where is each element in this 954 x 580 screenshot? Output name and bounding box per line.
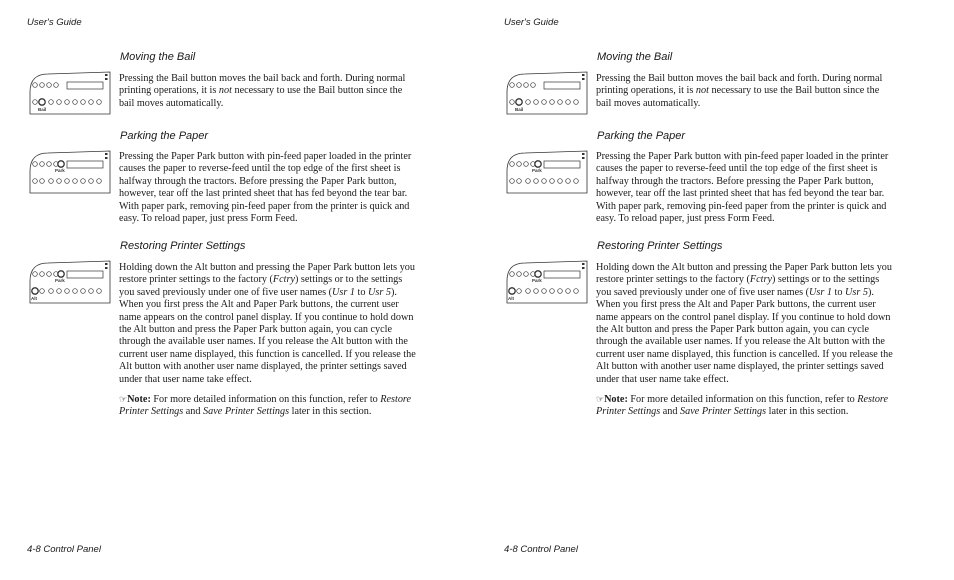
panel-button [73, 100, 78, 105]
paragraph-line: Pressing the Bail button moves the bail back and forth. During normal [119, 73, 406, 84]
panel-indicator [105, 267, 108, 269]
panel-button [49, 100, 54, 105]
paragraph-line: you saved previously under one of five user names (Usr 1 to Usr 5). [119, 286, 397, 298]
paragraph-line: under that user name take effect. [119, 373, 252, 385]
panel-button [566, 100, 571, 105]
panel-button [550, 179, 555, 184]
panel-indicator [105, 74, 108, 76]
panel-display [544, 82, 580, 89]
panel-button [517, 272, 522, 277]
right-page [477, 0, 954, 580]
panel-button [542, 179, 547, 184]
panel-button [510, 162, 515, 167]
paragraph-line: name appears on the control panel display. If you continue to hold down [596, 311, 891, 323]
note-paragraph [119, 393, 429, 419]
panel-button [81, 289, 86, 294]
paragraph-line: you saved previously under one of five user names (Usr 1 to Usr 5). [596, 286, 874, 298]
panel-button [542, 100, 547, 105]
panel-outline [30, 151, 110, 193]
heading-parking-the-paper: Parking the Paper [120, 130, 209, 142]
panel-button [33, 272, 38, 277]
paragraph-line: however, tear off the last printed sheet that has fed beyond the tear bar. [596, 188, 885, 200]
panel-button [517, 162, 522, 167]
panel-outline [507, 151, 587, 193]
panel-button [89, 100, 94, 105]
panel-button [516, 99, 522, 105]
panel-display [67, 161, 103, 168]
panel-button [81, 179, 86, 184]
paragraph-line: Pressing the Bail button moves the bail back and forth. During normal [596, 73, 883, 84]
panel-button [57, 289, 62, 294]
paragraph-moving-the-bail [596, 73, 906, 110]
note-paragraph [596, 393, 906, 419]
panel-button [89, 179, 94, 184]
printer-panel-icon [28, 70, 112, 118]
paragraph-restoring-printer-settings [119, 262, 429, 386]
panel-button [39, 99, 45, 105]
panel-button [574, 100, 579, 105]
panel-button [526, 100, 531, 105]
panel-button [40, 289, 45, 294]
panel-button [89, 289, 94, 294]
panel-button [566, 179, 571, 184]
panel-button [526, 289, 531, 294]
paragraph-line: easy. To reload paper, just press Form Feed. [119, 213, 298, 225]
paragraph-line: name appears on the control panel display. If you continue to hold down [119, 311, 414, 323]
panel-button [526, 179, 531, 184]
panel-display [67, 271, 103, 278]
panel-label-park: Park [532, 168, 542, 173]
paragraph-line: bail moves automatically. [119, 97, 224, 109]
panel-button [510, 179, 515, 184]
note-label: Note: [127, 394, 151, 405]
control-panel-illustration [28, 259, 112, 307]
panel-button [542, 289, 547, 294]
panel-indicator [582, 78, 585, 80]
page-footer: 4-8 Control Panel [27, 544, 101, 555]
panel-button [558, 179, 563, 184]
panel-button [550, 289, 555, 294]
park-button-highlight [58, 271, 64, 277]
control-panel-illustration [28, 70, 112, 118]
panel-indicator [582, 74, 585, 76]
panel-button [510, 83, 515, 88]
panel-display [544, 271, 580, 278]
panel-button [73, 289, 78, 294]
pointing-hand-icon: ☞ [119, 394, 128, 404]
panel-button [558, 100, 563, 105]
paragraph-line: the Alt button and press the Paper Park button again, you can cycle [596, 324, 870, 336]
paragraph-parking-the-paper [596, 151, 906, 225]
panel-button [65, 179, 70, 184]
panel-label-alt: Alt [508, 296, 514, 301]
printer-panel-icon [505, 70, 589, 118]
paragraph-line: Pressing the Paper Park button with pin-feed paper loaded in the printer [596, 151, 889, 162]
note-label: Note: [604, 394, 628, 405]
paragraph-line: current user name displayed, this function is cancelled. If you release the [596, 348, 893, 360]
panel-indicator [582, 263, 585, 265]
panel-button [47, 83, 52, 88]
panel-button [40, 272, 45, 277]
panel-button [57, 100, 62, 105]
panel-display [544, 161, 580, 168]
paragraph-line: Holding down the Alt button and pressing the Paper Park button lets you [596, 262, 892, 273]
control-panel-illustration [505, 149, 589, 197]
panel-button [33, 100, 38, 105]
panel-display [67, 82, 103, 89]
panel-button [566, 289, 571, 294]
panel-indicator [105, 157, 108, 159]
paragraph-line: restore printer settings to the factory (Fctry) settings or to the settings [596, 274, 880, 286]
paragraph-line: through the available user names. If you release the Alt button with the [119, 336, 408, 348]
panel-button [40, 179, 45, 184]
paragraph-line: however, tear off the last printed sheet that has fed beyond the tear bar. [119, 188, 408, 200]
heading-restoring-printer-settings: Restoring Printer Settings [597, 240, 723, 252]
heading-moving-the-bail: Moving the Bail [597, 51, 673, 63]
panel-button [47, 272, 52, 277]
panel-button [49, 289, 54, 294]
printer-panel-icon [505, 259, 589, 307]
panel-button [574, 179, 579, 184]
paragraph-line: Alt button with another user name displayed, the printer settings saved [119, 361, 407, 373]
panel-indicator [582, 157, 585, 159]
printer-panel-icon [28, 149, 112, 197]
note-line: Printer Settings and Save Printer Settings later in this section. [596, 406, 849, 418]
heading-restoring-printer-settings: Restoring Printer Settings [120, 240, 246, 252]
panel-button [97, 100, 102, 105]
panel-indicator [105, 78, 108, 80]
panel-button [40, 162, 45, 167]
heading-moving-the-bail: Moving the Bail [120, 51, 196, 63]
note-line: Printer Settings and Save Printer Settings later in this section. [119, 406, 372, 418]
panel-indicator [582, 267, 585, 269]
panel-indicator [582, 153, 585, 155]
control-panel-illustration [28, 149, 112, 197]
panel-button [510, 272, 515, 277]
panel-button [534, 179, 539, 184]
panel-label-park: Park [532, 278, 542, 283]
panel-label-park: Park [55, 278, 65, 283]
panel-button [524, 272, 529, 277]
printer-panel-icon [28, 259, 112, 307]
paragraph-line: easy. To reload paper, just press Form Feed. [596, 213, 775, 225]
panel-button [97, 289, 102, 294]
park-button-highlight [535, 271, 541, 277]
panel-button [54, 83, 59, 88]
paragraph-line: With paper park, removing pin-feed paper from the printer is quick and [596, 200, 887, 212]
panel-button [33, 83, 38, 88]
panel-label-bail: Bail [38, 107, 47, 112]
panel-button [534, 100, 539, 105]
panel-button [517, 179, 522, 184]
panel-label-park: Park [55, 168, 65, 173]
note-line: ☞Note: For more detailed information on this function, refer to Restore [596, 394, 889, 405]
paragraph-parking-the-paper [119, 151, 429, 225]
paragraph-line: causes the paper to reverse-feed until the top edge of the first sheet is [119, 163, 401, 175]
panel-button [97, 179, 102, 184]
park-button-highlight [535, 161, 541, 167]
panel-button [531, 83, 536, 88]
printer-panel-icon [505, 149, 589, 197]
panel-button [65, 100, 70, 105]
paragraph-line: Pressing the Paper Park button with pin-feed paper loaded in the printer [119, 151, 412, 162]
paragraph-line: When you first press the Alt and Paper Park buttons, the current user [119, 299, 399, 311]
paragraph-line: With paper park, removing pin-feed paper from the printer is quick and [119, 200, 410, 212]
pointing-hand-icon: ☞ [596, 394, 605, 404]
panel-button [40, 83, 45, 88]
panel-button [574, 289, 579, 294]
paragraph-moving-the-bail [119, 73, 429, 110]
panel-button [550, 100, 555, 105]
paragraph-line: Alt button with another user name displayed, the printer settings saved [596, 361, 884, 373]
panel-button [558, 289, 563, 294]
paragraph-line: under that user name take effect. [596, 373, 729, 385]
panel-button [32, 288, 38, 294]
panel-button [517, 289, 522, 294]
panel-button [57, 179, 62, 184]
panel-indicator [105, 153, 108, 155]
panel-button [33, 162, 38, 167]
heading-parking-the-paper: Parking the Paper [597, 130, 686, 142]
panel-label-bail: Bail [515, 107, 524, 112]
running-header: User's Guide [504, 17, 559, 28]
panel-button [65, 289, 70, 294]
paragraph-line: printing operations, it is not necessary to use the Bail button since the [596, 85, 880, 97]
panel-button [517, 83, 522, 88]
paragraph-line: When you first press the Alt and Paper Park buttons, the current user [596, 299, 876, 311]
control-panel-illustration [505, 70, 589, 118]
paragraph-restoring-printer-settings [596, 262, 906, 386]
panel-label-alt: Alt [31, 296, 37, 301]
panel-button [534, 289, 539, 294]
panel-button [524, 83, 529, 88]
panel-button [49, 179, 54, 184]
panel-button [510, 100, 515, 105]
panel-button [524, 162, 529, 167]
paragraph-line: halfway through the tractors. Before pressing the Paper Park button, [119, 175, 397, 187]
note-line: ☞Note: For more detailed information on this function, refer to Restore [119, 394, 412, 405]
paragraph-line: printing operations, it is not necessary to use the Bail button since the [119, 85, 403, 97]
panel-button [73, 179, 78, 184]
paragraph-line: the Alt button and press the Paper Park button again, you can cycle [119, 324, 393, 336]
paragraph-line: restore printer settings to the factory (Fctry) settings or to the settings [119, 274, 403, 286]
panel-button [81, 100, 86, 105]
control-panel-illustration [505, 259, 589, 307]
panel-button [33, 179, 38, 184]
running-header: User's Guide [27, 17, 82, 28]
paragraph-line: causes the paper to reverse-feed until the top edge of the first sheet is [596, 163, 878, 175]
page-footer: 4-8 Control Panel [504, 544, 578, 555]
paragraph-line: Holding down the Alt button and pressing the Paper Park button lets you [119, 262, 415, 273]
paragraph-line: bail moves automatically. [596, 97, 701, 109]
paragraph-line: current user name displayed, this function is cancelled. If you release the [119, 348, 416, 360]
panel-button [47, 162, 52, 167]
paragraph-line: halfway through the tractors. Before pressing the Paper Park button, [596, 175, 874, 187]
panel-indicator [105, 263, 108, 265]
paragraph-line: through the available user names. If you release the Alt button with the [596, 336, 885, 348]
panel-outline [507, 261, 587, 303]
panel-outline [30, 261, 110, 303]
park-button-highlight [58, 161, 64, 167]
panel-button [509, 288, 515, 294]
